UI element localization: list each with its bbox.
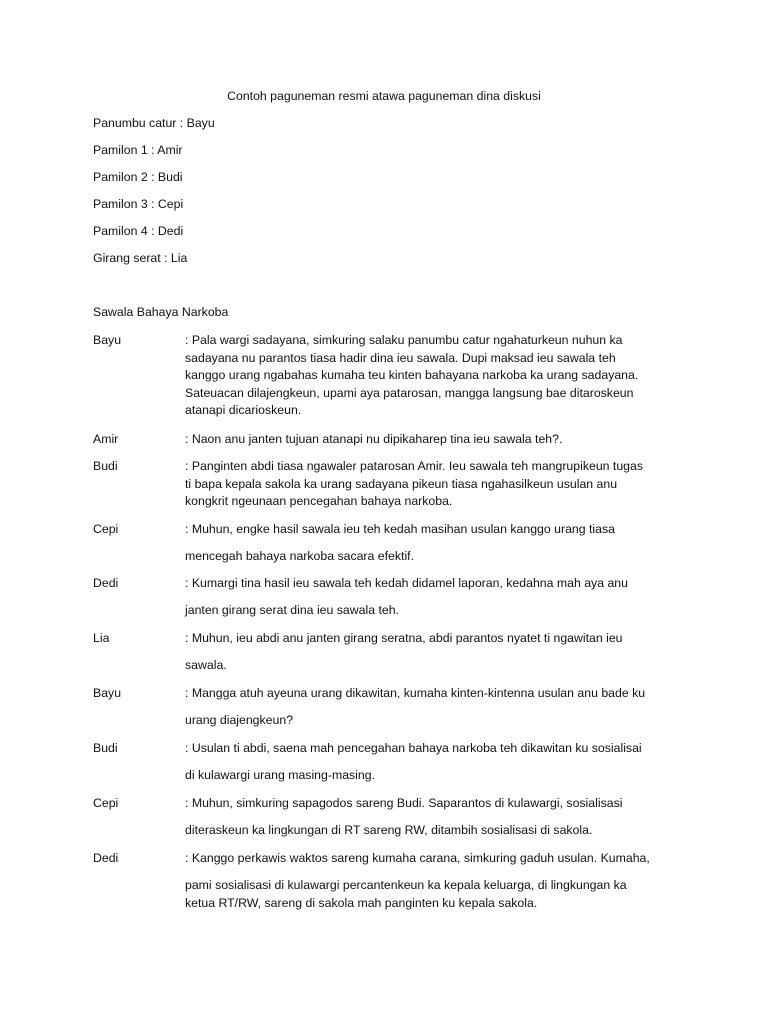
speech-line: : Muhun, simkuring sapagodos sareng Budi. Saparantos di kulawargi, sosialisasi	[185, 796, 623, 810]
speech-line: janten girang serat dina ieu sawala teh.	[185, 603, 399, 617]
speech-line: : Kanggo perkawis waktos sareng kumaha carana, simkuring gaduh usulan. Kumaha,	[185, 851, 650, 865]
speaker-name: Lia	[93, 631, 110, 645]
speech-line: : Mangga atuh ayeuna urang dikawitan, kumaha kinten-kintenna usulan anu bade ku	[185, 686, 646, 700]
speech-line: ti bapa kepala sakola ka urang sadayana pikeun tiasa ngahasilkeun usulan anu	[185, 476, 618, 491]
speech-line: urang diajengkeun?	[185, 713, 294, 727]
speech-line: : Muhun, engke hasil sawala ieu teh kedah masihan usulan kanggo urang tiasa	[185, 522, 615, 536]
speech-text	[185, 625, 685, 679]
speech-text	[185, 790, 685, 844]
speech-text	[185, 332, 685, 420]
speech-line: kongkrit ngeunaan pencegahan bahaya narkoba.	[185, 494, 453, 508]
document-title: Contoh paguneman resmi atawa paguneman dina diskusi	[227, 89, 541, 103]
speaker-name: Dedi	[93, 851, 119, 865]
speech-line: : Naon anu janten tujuan atanapi nu dipikaharep tina ieu sawala teh?.	[185, 432, 563, 446]
speaker-name: Cepi	[93, 522, 119, 536]
speech-text	[185, 570, 685, 624]
speech-line: diteraskeun ka lingkungan di RT sareng RW, ditambih sosialisasi di sakola.	[185, 823, 593, 837]
speech-line: : Kumargi tina hasil ieu sawala teh kedah didamel laporan, kedahna mah aya anu	[185, 576, 628, 590]
role-participant-1: Pamilon 1 : Amir	[93, 143, 183, 157]
speaker-name: Budi	[93, 741, 118, 755]
speech-line: : Pala wargi sadayana, simkuring salaku panumbu catur ngahaturkeun nuhun ka	[185, 333, 623, 347]
speaker-name: Budi	[93, 459, 118, 473]
role-participant-4: Pamilon 4 : Dedi	[93, 224, 184, 238]
speech-line: : Panginten abdi tiasa ngawaler patarosan Amir. Ieu sawala teh mangrupikeun tugas	[185, 459, 644, 473]
role-moderator: Panumbu catur : Bayu	[93, 116, 215, 130]
speech-line: kanggo urang ngabahas kumaha teu kinten bahayana narkoba ka urang sadayana.	[185, 368, 639, 382]
speech-line: sawala.	[185, 658, 227, 672]
speech-line: : Muhun, ieu abdi anu janten girang seratna, abdi parantos nyatet ti ngawitan ieu	[185, 631, 623, 645]
speech-text	[185, 458, 685, 511]
speech-line: : Usulan ti abdi, saena mah pencegahan bahaya narkoba teh dikawitan ku sosialisai	[185, 741, 642, 755]
speech-line: ketua RT/RW, sareng di sakola mah panginten ku kepala sakola.	[185, 896, 538, 910]
speaker-name: Bayu	[93, 333, 122, 347]
speech-line: mencegah bahaya narkoba sacara efektif.	[185, 549, 415, 563]
role-participant-3: Pamilon 3 : Cepi	[93, 197, 184, 211]
role-secretary: Girang serat : Lia	[93, 251, 188, 265]
speaker-name: Cepi	[93, 796, 119, 810]
speaker-name: Dedi	[93, 576, 119, 590]
speech-line: atanapi dicarioskeun.	[185, 403, 302, 417]
speaker-name: Bayu	[93, 686, 122, 700]
speech-text	[185, 735, 685, 789]
speech-text	[185, 516, 685, 570]
speech-line: Sateuacan dilajengkeun, upami aya patarosan, mangga langsung bae ditaroskeun	[185, 385, 634, 400]
speech-text	[185, 431, 685, 449]
speech-line: sadayana nu parantos tiasa hadir dina ieu sawala. Dupi maksad ieu sawala teh	[185, 350, 616, 365]
role-participant-2: Pamilon 2 : Budi	[93, 170, 183, 184]
speech-text	[185, 680, 685, 734]
speech-text	[185, 845, 685, 913]
discussion-topic: Sawala Bahaya Narkoba	[93, 305, 229, 319]
speech-line: di kulawargi urang masing-masing.	[185, 768, 376, 782]
speaker-name: Amir	[93, 432, 119, 446]
speech-line: pami sosialisasi di kulawargi percantenkeun ka kepala keluarga, di lingkungan ka	[185, 878, 627, 892]
